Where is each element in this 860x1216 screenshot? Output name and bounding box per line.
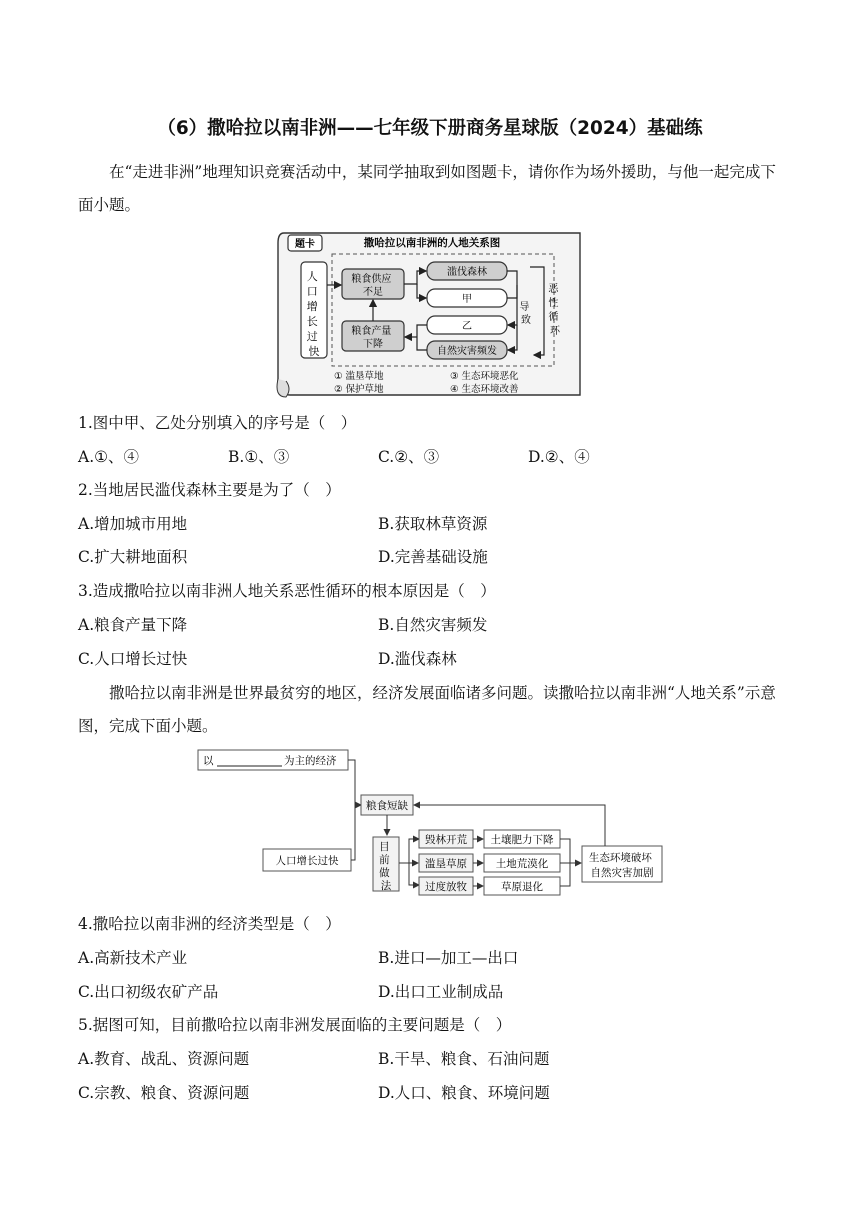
figure1-options: ① 滥垦草地 ③ 生态环境恶化 ② 保护草地 ④ 生态环境改善 — [334, 371, 519, 395]
eco-text: 生态环境破坏 自然灾害加剧 — [588, 852, 654, 879]
question-5-stem: 5.据图可知，目前撒哈拉以南非洲发展面临的主要问题是（ ） — [78, 1016, 512, 1034]
figure1-title: 撒哈拉以南非洲的人地关系图 — [363, 237, 501, 249]
food-output-text: 粮食产量 下降 — [351, 326, 392, 350]
figure-human-land-relationship-card — [272, 229, 584, 400]
q2-option-c[interactable]: C.扩大耕地面积 — [78, 548, 188, 566]
q4-option-a[interactable]: A.高新技术产业 — [78, 949, 188, 967]
action-text-2: 滥垦草原 — [425, 858, 467, 870]
population-text: 人 口 增 长 过 快 — [306, 270, 320, 358]
q1-option-b[interactable]: B.①、③ — [228, 448, 290, 466]
result-text-1: 土壤肥力下降 — [490, 834, 554, 846]
population-text-2: 人口增长过快 — [275, 855, 339, 867]
q1-option-a[interactable]: A.①、④ — [78, 448, 140, 466]
current-practice-text: 目 前 做 法 — [379, 841, 392, 892]
q1-option-d[interactable]: D.②、④ — [528, 448, 590, 466]
q3-option-c[interactable]: C.人口增长过快 — [78, 650, 188, 668]
q3-option-a[interactable]: A.粮食产量下降 — [78, 616, 188, 634]
question-4-stem: 4.撒哈拉以南非洲的经济类型是（ ） — [78, 915, 341, 933]
yi-text: 乙 — [462, 321, 472, 332]
q3-option-b[interactable]: B.自然灾害频发 — [378, 616, 488, 634]
lead-text: 导 致 — [519, 302, 531, 326]
action-text-1: 毁林开荒 — [425, 834, 467, 846]
q4-option-b[interactable]: B.进口—加工—出口 — [378, 949, 519, 967]
q2-option-a[interactable]: A.增加城市用地 — [78, 515, 188, 533]
result-text-2: 土地荒漠化 — [495, 858, 549, 870]
q2-option-d[interactable]: D.完善基础设施 — [378, 548, 488, 566]
disaster-text: 自然灾害频发 — [437, 346, 497, 357]
figure-human-land-flowchart — [195, 745, 665, 897]
q5-option-d[interactable]: D.人口、粮食、环境问题 — [378, 1084, 550, 1102]
intro-paragraph-1: 在“走进非洲”地理知识竞赛活动中，某同学抽取到如图题卡，请你作为场外援助，与他一起完成下面小题。 — [78, 163, 776, 214]
question-2-stem: 2.当地居民滥伐森林主要是为了（ ） — [78, 481, 341, 499]
q2-option-b[interactable]: B.获取林草资源 — [378, 515, 488, 533]
intro-paragraph-2: 撒哈拉以南非洲是世界最贫穷的地区，经济发展面临诸多问题。读撒哈拉以南非洲“人地关系”示意图，完成下面小题。 — [78, 684, 776, 735]
question-1-stem: 1.图中甲、乙处分别填入的序号是（ ） — [78, 414, 357, 432]
q4-option-d[interactable]: D.出口工业制成品 — [378, 983, 504, 1001]
q5-option-a[interactable]: A.教育、战乱、资源问题 — [78, 1050, 250, 1068]
economy-prefix: 以 — [203, 755, 214, 767]
q5-option-c[interactable]: C.宗教、粮食、资源问题 — [78, 1084, 250, 1102]
food-shortage-text: 粮食短缺 — [366, 800, 408, 812]
jia-text: 甲 — [462, 294, 472, 305]
vicious-cycle-text: 恶 性 循 环 — [548, 284, 560, 337]
result-text-3: 草原退化 — [501, 881, 543, 893]
deforest-text: 滥伐森林 — [447, 267, 487, 278]
q3-option-d[interactable]: D.滥伐森林 — [378, 650, 457, 668]
action-text-3: 过度放牧 — [425, 881, 467, 893]
page-title: （6）撒哈拉以南非洲——七年级下册商务星球版（2024）基础练 — [157, 118, 703, 139]
food-supply-text: 粮食供应 不足 — [351, 274, 392, 298]
economy-suffix: 为主的经济 — [284, 755, 337, 767]
q5-option-b[interactable]: B.干旱、粮食、石油问题 — [378, 1050, 550, 1068]
q1-option-c[interactable]: C.②、③ — [378, 448, 440, 466]
q4-option-c[interactable]: C.出口初级农矿产品 — [78, 983, 219, 1001]
card-label: 题卡 — [295, 239, 315, 250]
question-3-stem: 3.造成撒哈拉以南非洲人地关系恶性循环的根本原因是（ ） — [78, 582, 496, 600]
